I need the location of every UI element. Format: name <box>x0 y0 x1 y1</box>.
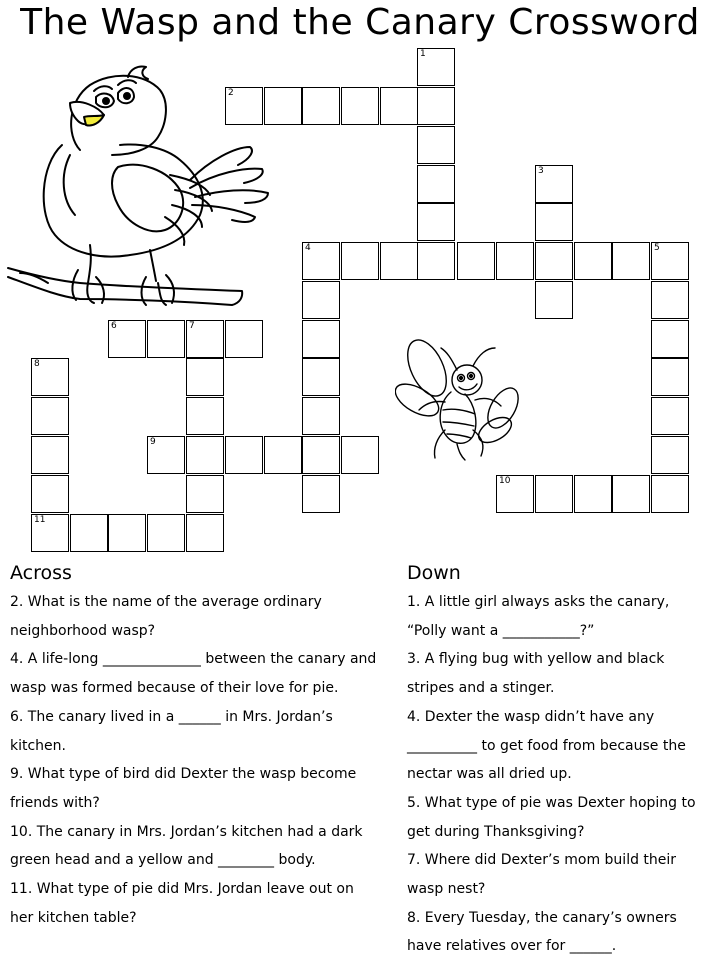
grid-cell[interactable] <box>147 514 185 552</box>
grid-cell[interactable] <box>186 436 224 474</box>
grid-cell[interactable] <box>108 514 146 552</box>
grid-cell[interactable] <box>31 436 69 474</box>
grid-cell[interactable] <box>302 436 340 474</box>
grid-cell[interactable] <box>535 281 573 319</box>
grid-cell[interactable] <box>186 514 224 552</box>
page-title: The Wasp and the Canary Crossword <box>20 2 700 43</box>
grid-cell[interactable] <box>302 242 340 280</box>
down-clue: 1. A little girl always asks the canary, “Polly want a ___________?” <box>407 594 670 639</box>
grid-cell[interactable] <box>417 48 455 86</box>
across-clue: 6. The canary lived in a ______ in Mrs. Jordan’s kitchen. <box>10 708 333 754</box>
clue-number: 7 <box>189 321 195 331</box>
grid-cell[interactable] <box>186 397 224 435</box>
down-clue: 4. Dexter the wasp didn’t have any __________ to get food from because the nectar was all dried up. <box>407 708 686 783</box>
grid-cell[interactable] <box>417 203 455 241</box>
across-clue: 10. The canary in Mrs. Jordan’s kitchen had a dark green head and a yellow and ________ body. <box>10 823 363 869</box>
grid-cell[interactable] <box>380 242 418 280</box>
down-heading: Down <box>407 562 461 584</box>
grid-cell[interactable] <box>341 242 379 280</box>
grid-cell[interactable] <box>264 436 302 474</box>
grid-cell[interactable] <box>31 514 69 552</box>
across-clue: 2. What is the name of the average ordinary neighborhood wasp? <box>10 594 322 639</box>
clue-number: 9 <box>150 437 156 447</box>
wasp-icon <box>395 330 530 475</box>
grid-cell[interactable] <box>496 475 534 513</box>
down-clue: 5. What type of pie was Dexter hoping to get during Thanksgiving? <box>407 794 696 840</box>
grid-cell[interactable] <box>31 397 69 435</box>
clue-number: 3 <box>538 166 544 176</box>
grid-cell[interactable] <box>302 87 340 125</box>
grid-cell[interactable] <box>651 281 689 319</box>
down-clue: 7. Where did Dexter’s mom build their wasp nest? <box>407 852 677 898</box>
clue-number: 8 <box>34 359 40 369</box>
grid-cell[interactable] <box>147 436 185 474</box>
grid-cell[interactable] <box>31 475 69 513</box>
grid-cell[interactable] <box>612 475 650 513</box>
grid-cell[interactable] <box>70 514 108 552</box>
grid-cell[interactable] <box>417 87 455 125</box>
grid-cell[interactable] <box>612 242 650 280</box>
across-clue: 9. What type of bird did Dexter the wasp become friends with? <box>10 766 357 811</box>
across-clues <box>10 560 380 932</box>
clue-number: 1 <box>420 49 426 59</box>
grid-cell[interactable] <box>380 87 418 125</box>
grid-cell[interactable] <box>574 242 612 280</box>
grid-cell[interactable] <box>496 242 534 280</box>
clue-number: 6 <box>111 321 117 331</box>
grid-cell[interactable] <box>302 281 340 319</box>
clue-number: 10 <box>499 476 511 486</box>
grid-cell[interactable] <box>417 242 455 280</box>
across-clue: 4. A life-long ______________ between the canary and wasp was formed because of their love for pie. <box>10 651 377 697</box>
down-clue: 8. Every Tuesday, the canary’s owners have relatives over for ______. <box>407 909 677 955</box>
canary-icon <box>0 55 290 385</box>
down-clue: 3. A flying bug with yellow and black stripes and a stinger. <box>407 651 665 697</box>
clue-number: 5 <box>654 243 660 253</box>
grid-cell[interactable] <box>651 320 689 358</box>
grid-cell[interactable] <box>417 126 455 164</box>
clue-number: 2 <box>228 88 234 98</box>
grid-cell[interactable] <box>341 87 379 125</box>
grid-cell[interactable] <box>535 203 573 241</box>
grid-cell[interactable] <box>574 475 612 513</box>
grid-cell[interactable] <box>302 397 340 435</box>
grid-cell[interactable] <box>651 397 689 435</box>
grid-cell[interactable] <box>651 436 689 474</box>
grid-cell[interactable] <box>302 358 340 396</box>
grid-cell[interactable] <box>225 436 263 474</box>
grid-cell[interactable] <box>651 242 689 280</box>
grid-cell[interactable] <box>457 242 495 280</box>
down-clues <box>407 560 707 961</box>
grid-cell[interactable] <box>535 475 573 513</box>
clue-number: 11 <box>34 515 46 525</box>
grid-cell[interactable] <box>417 165 455 203</box>
clue-number: 4 <box>305 243 311 253</box>
grid-cell[interactable] <box>651 475 689 513</box>
across-heading: Across <box>10 562 72 584</box>
grid-cell[interactable] <box>651 358 689 396</box>
across-clue: 11. What type of pie did Mrs. Jordan leave out on her kitchen table? <box>10 881 354 926</box>
grid-cell[interactable] <box>302 475 340 513</box>
grid-cell[interactable] <box>535 242 573 280</box>
grid-cell[interactable] <box>535 165 573 203</box>
grid-cell[interactable] <box>302 320 340 358</box>
grid-cell[interactable] <box>186 475 224 513</box>
grid-cell[interactable] <box>341 436 379 474</box>
